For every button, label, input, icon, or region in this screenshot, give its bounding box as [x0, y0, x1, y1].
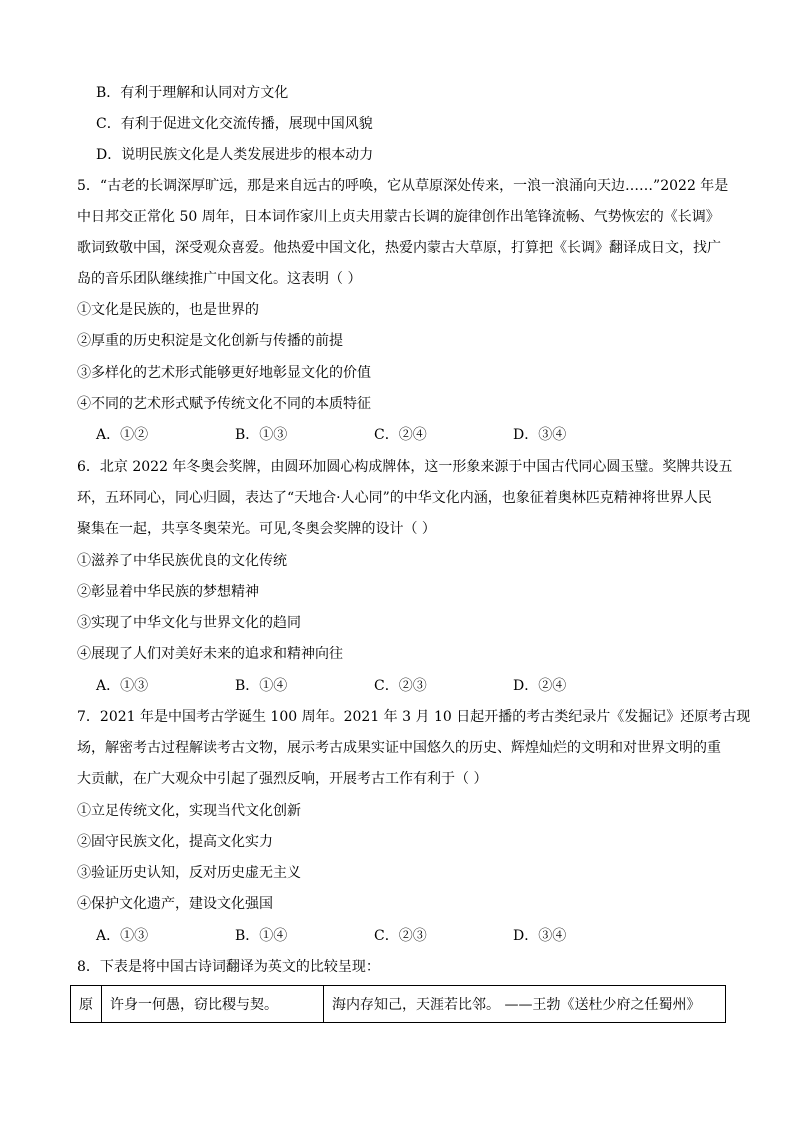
prev-option-d: D．说明民族文化是人类发展进步的根本动力	[96, 147, 374, 163]
q5-stem-line-1: 5．“古老的长调深厚旷远，那是来自远古的呼唤，它从草原深处传来，一浪一浪涌向天边……”2022 年是	[77, 178, 729, 194]
q6-stem-line-2: 环，五环同心，同心归圆，表达了“天地合·人心同”的中华文化内涵，也象征着奥林匹克精神将世界人民	[77, 490, 712, 506]
q6-stem-line-1: 6．北京 2022 年冬奥会奖牌，由圆环加圆心构成牌体，这一形象来源于中国古代同心圆玉璧。奖牌共设五	[77, 459, 733, 475]
q5-option-c[interactable]: C．②④	[374, 427, 427, 443]
q5-option-d[interactable]: D．③④	[513, 427, 567, 443]
q6-option-a[interactable]: A．①③	[96, 678, 149, 694]
q5-item-4: ④不同的艺术形式赋予传统文化不同的本质特征	[77, 396, 371, 412]
q5-item-1: ①文化是民族的，也是世界的	[77, 302, 259, 318]
q7-option-c[interactable]: C．②③	[374, 928, 427, 944]
prev-option-b: B．有利于理解和认同对方文化	[96, 85, 289, 101]
q5-options	[96, 425, 726, 445]
q5-stem-line-4: 岛的音乐团队继续推广中国文化。这表明（ ）	[77, 271, 362, 287]
q5-option-a[interactable]: A．①②	[96, 427, 149, 443]
table-row-header: 原	[71, 986, 102, 1023]
q7-option-d[interactable]: D．③④	[513, 928, 567, 944]
q7-option-a[interactable]: A．①③	[96, 928, 149, 944]
q6-item-3: ③实现了中华文化与世界文化的趋同	[77, 615, 301, 631]
q7-item-2: ②固守民族文化，提高文化实力	[77, 834, 273, 850]
q5-item-3: ③多样化的艺术形式能够更好地彰显文化的价值	[77, 365, 371, 381]
q7-item-4: ④保护文化遗产，建设文化强国	[77, 896, 273, 912]
q6-item-2: ②彰显着中华民族的梦想精神	[77, 584, 259, 600]
q7-stem-line-2: 场，解密考古过程解读考古文物，展示考古成果实证中国悠久的历史、辉煌灿烂的文明和对世界文明的重	[77, 740, 721, 756]
prev-option-c: C．有利于促进文化交流传播，展现中国风貌	[96, 116, 373, 132]
q6-options	[96, 676, 726, 696]
q5-option-b[interactable]: B．①③	[235, 427, 288, 443]
q7-item-3: ③验证历史认知，反对历史虚无主义	[77, 865, 301, 881]
q6-item-4: ④展现了人们对美好未来的追求和精神向往	[77, 646, 343, 662]
q6-option-d[interactable]: D．②④	[513, 678, 567, 694]
q5-item-2: ②厚重的历史积淀是文化创新与传播的前提	[77, 333, 343, 349]
q7-item-1: ①立足传统文化，实现当代文化创新	[77, 803, 301, 819]
q6-option-b[interactable]: B．①④	[235, 678, 288, 694]
translation-comparison-table	[70, 985, 726, 1023]
q8-stem: 8．下表是将中国古诗词翻译为英文的比较呈现：	[77, 959, 380, 975]
table-row	[71, 986, 726, 1023]
q5-stem-line-3: 歌词致敬中国，深受观众喜爱。他热爱中国文化，热爱内蒙古大草原，打算把《长调》翻译成日文，找广	[77, 240, 721, 256]
table-cell-poem-2: 海内存知己，天涯若比邻。 ——王勃《送杜少府之任蜀州》	[324, 986, 726, 1023]
q7-stem-line-1: 7．2021 年是中国考古学诞生 100 周年。2021 年 3 月 10 日起开播的考古类纪录片《发掘记》还原考古现	[77, 709, 751, 725]
q6-option-c[interactable]: C．②③	[374, 678, 427, 694]
q5-stem-line-2: 中日邦交正常化 50 周年，日本词作家川上贞夫用蒙古长调的旋律创作出笔锋流畅、气势恢宏的《长调》	[77, 209, 720, 225]
q7-stem-line-3: 大贡献，在广大观众中引起了强烈反响，开展考古工作有利于（ ）	[77, 771, 488, 787]
q6-stem-line-3: 聚集在一起，共享冬奥荣光。可见,冬奥会奖牌的设计（ ）	[77, 521, 436, 537]
q7-options	[96, 926, 726, 946]
q7-option-b[interactable]: B．①④	[235, 928, 288, 944]
table-cell-poem-1: 许身一何愚，窃比稷与契。	[102, 986, 324, 1023]
q6-item-1: ①滋养了中华民族优良的文化传统	[77, 553, 287, 569]
